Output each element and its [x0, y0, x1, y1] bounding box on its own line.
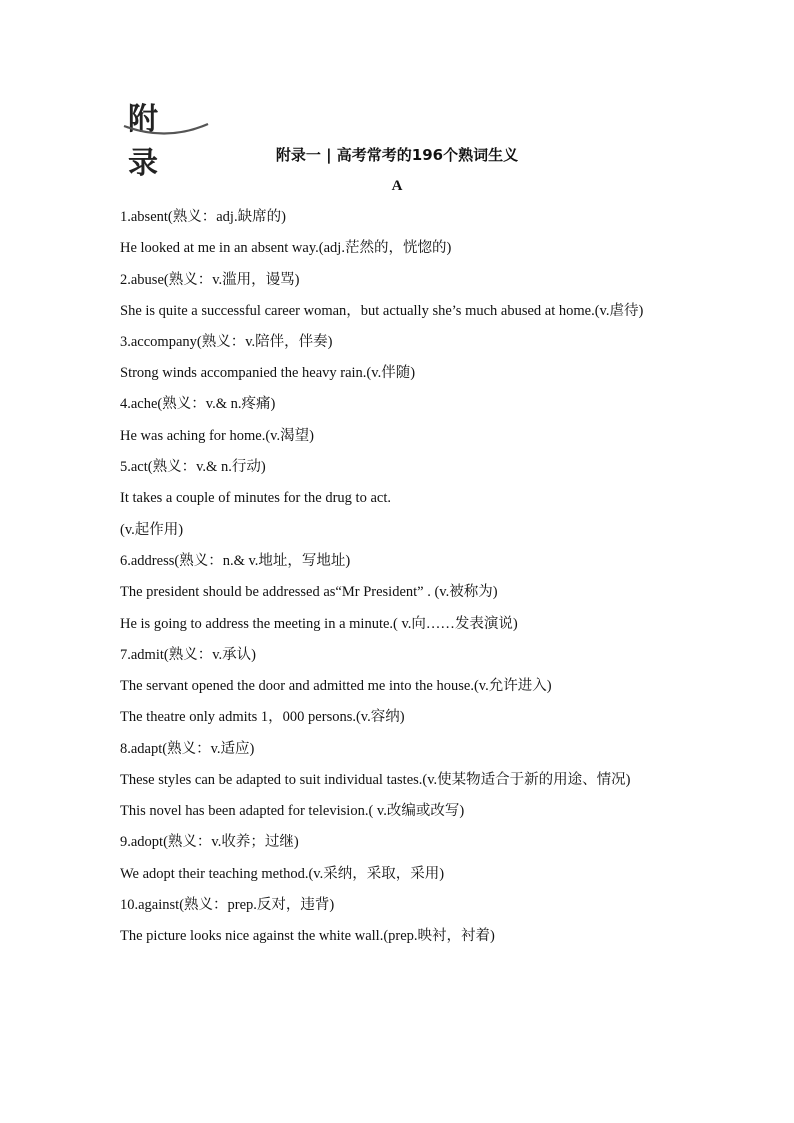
example-sentence: Strong winds accompanied the heavy rain.(v.伴随): [120, 365, 416, 382]
appendix-badge: [122, 92, 212, 181]
example-sentence: The servant opened the door and admitted me into the house.(v.允许进入): [120, 678, 552, 695]
entry-head: 7.admit(熟义：v.承认): [120, 646, 256, 663]
example-sentence: We adopt their teaching method.(v.采纳，采取，采用): [120, 865, 445, 882]
example-sentence: The picture looks nice against the white wall.(prep.映衬，衬着): [120, 928, 495, 945]
example-sentence: These styles can be adapted to suit individual tastes.(v.使某物适合于新的用途、情况): [120, 772, 631, 789]
example-sentence: It takes a couple of minutes for the drug to act.: [120, 490, 391, 507]
example-sentence: He looked at me in an absent way.(adj.茫然的，恍惚的): [120, 240, 452, 257]
example-sentence: She is quite a successful career woman，but actually she’s much abused at home.(v.虐待): [120, 302, 644, 319]
entry-head: 3.accompany(熟义：v.陪伴，伴奏): [120, 333, 333, 350]
vocabulary-list: [120, 202, 680, 953]
entry-head: 2.abuse(熟义：v.滥用，谩骂): [120, 271, 300, 288]
example-sentence: He was aching for home.(v.渴望): [120, 427, 314, 444]
entry-head: 4.ache(熟义：v.& n.疼痛): [120, 396, 276, 413]
example-sentence: This novel has been adapted for television.( v.改编或改写): [120, 803, 465, 820]
page-subtitle: 附录一 | 高考常考的196个熟词生义: [275, 146, 519, 164]
badge-swoosh-decoration: [122, 120, 212, 140]
example-sentence: He is going to address the meeting in a minute.( v.向……发表演说): [120, 615, 518, 632]
entry-head: 1.absent(熟义：adj.缺席的): [120, 209, 286, 225]
example-gloss: (v.起作用): [120, 521, 184, 538]
entry-head: 10.against(熟义：prep.反对，违背): [120, 896, 335, 913]
section-letter: A: [391, 178, 403, 194]
example-sentence: The theatre only admits 1，000 persons.(v.容纳): [120, 709, 405, 726]
appendix-title: 附录: [128, 102, 172, 181]
example-sentence: The president should be addressed as“Mr President” . (v.被称为): [120, 584, 498, 601]
entry-head: 8.adapt(熟义：v.适应): [120, 740, 255, 757]
entry-head: 5.act(熟义：v.& n.行动): [120, 459, 266, 476]
entry-head: 6.address(熟义：n.& v.地址，写地址): [120, 552, 351, 569]
entry-head: 9.adopt(熟义：v.收养；过继): [120, 834, 299, 851]
